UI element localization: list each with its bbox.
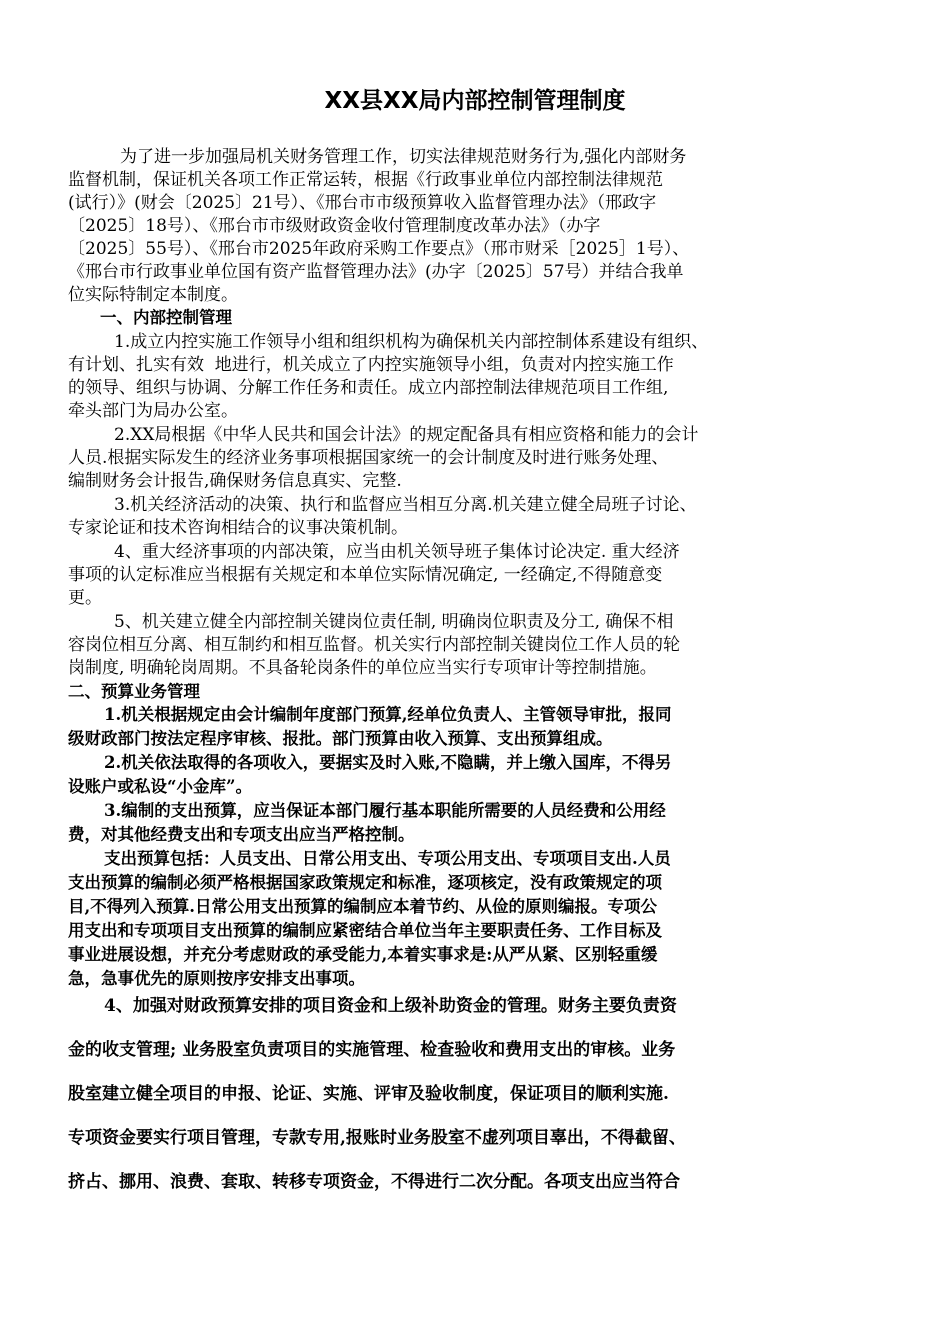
text-line: 为了进一步加强局机关财务管理工作，切实法律规范财务行为,强化内部财务 — [120, 147, 687, 167]
text-line: 级财政部门按法定程序审核、报批。部门预算由收入预算、支出预算组成。 — [68, 729, 613, 748]
text-line: 3.编制的支出预算，应当保证本部门履行基本职能所需要的人员经费和公用经 — [104, 801, 666, 820]
text-line: 1.机关根据规定由会计编制年度部门预算,经单位负责人、主管领导审批，报同 — [104, 705, 672, 724]
text-line: 急，急事优先的原则按序安排支出事项。 — [68, 969, 365, 988]
text-line: 更。 — [68, 588, 102, 608]
text-line: 二、预算业务管理 — [68, 682, 200, 701]
text-line: 4、重大经济事项的内部决策，应当由机关领导班子集体讨论决定. 重大经济 — [114, 542, 680, 562]
text-line: 支出预算包括：人员支出、日常公用支出、专项公用支出、专项项目支出.人员 — [104, 849, 671, 868]
text-line: 位实际特制定本制度。 — [68, 285, 238, 305]
text-line: 的领导、组织与协调、分解工作任务和责任。成立内部控制法律规范项目工作组, — [68, 378, 669, 398]
text-line: 挤占、挪用、浪费、套取、转移专项资金，不得进行二次分配。各项支出应当符合 — [68, 1172, 680, 1192]
text-line: 1.成立内控实施工作领导小组和组织机构为确保机关内部控制体系建设有组织、 — [114, 332, 709, 352]
text-line: 目,不得列入预算.日常公用支出预算的编制应本着节约、从俭的原则编报。专项公 — [68, 897, 657, 916]
text-line: 4、加强对财政预算安排的项目资金和上级补助资金的管理。财务主要负责资 — [104, 996, 677, 1016]
text-line: 金的收支管理; 业务股室负责项目的实施管理、检查验收和费用支出的审核。业务 — [68, 1040, 676, 1060]
text-line: 一、内部控制管理 — [100, 308, 232, 327]
text-line: 监督机制，保证机关各项工作正常运转，根据《行政事业单位内部控制法律规范 — [68, 170, 663, 190]
text-line: 费，对其他经费支出和专项支出应当严格控制。 — [68, 825, 415, 844]
text-line: 设账户或私设“小金库”。 — [68, 777, 252, 796]
text-line: 〔2025〕18号）、《邢台市市级财政资金收付管理制度改革办法》（办字 — [68, 216, 601, 236]
text-line: 事业进展设想，并充分考虑财政的承受能力,本着实事求是:从严从紧、区别轻重缓 — [68, 945, 658, 964]
text-line: 编制财务会计报告,确保财务信息真实、完整. — [68, 471, 402, 491]
text-line: 2.XX局根据《中华人民共和国会计法》的规定配备具有相应资格和能力的会计 — [114, 425, 699, 445]
text-line: 股室建立健全项目的申报、论证、实施、评审及验收制度，保证项目的顺利实施. — [68, 1084, 669, 1104]
text-line: 事项的认定标准应当根据有关规定和本单位实际情况确定, 一经确定,不得随意变 — [68, 565, 663, 585]
text-line: 岗制度, 明确轮岗周期。不具备轮岗条件的单位应当实行专项审计等控制措施。 — [68, 658, 657, 678]
text-line: 3.机关经济活动的决策、执行和监督应当相互分离.机关建立健全局班子讨论、 — [114, 495, 697, 515]
text-line: 有计划、扎实有效 地进行，机关成立了内控实施领导小组，负责对内控实施工作 — [68, 355, 674, 375]
text-line: 牵头部门为局办公室。 — [68, 401, 238, 421]
text-line: 5、机关建立健全内部控制关键岗位责任制, 明确岗位职责及分工, 确保不相 — [114, 612, 674, 632]
text-line: 用支出和专项项目支出预算的编制应紧密结合单位当年主要职责任务、工作目标及 — [68, 921, 662, 940]
document-title: XX县XX局内部控制管理制度 — [324, 88, 626, 114]
text-line: 容岗位相互分离、相互制约和相互监督。机关实行内部控制关键岗位工作人员的轮 — [68, 635, 680, 655]
text-line: 人员.根据实际发生的经济业务事项根据国家统一的会计制度及时进行账务处理、 — [68, 448, 669, 468]
text-line: (试行）》(财会〔2025〕21号）、《邢台市市级预算收入监督管理办法》（邢政字 — [68, 193, 657, 213]
text-line: 2.机关依法取得的各项收入，要据实及时入账,不隐瞒，并上缴入国库，不得另 — [104, 753, 672, 772]
text-line: 专家论证和技术咨询相结合的议事决策机制。 — [68, 518, 408, 538]
text-line: 支出预算的编制必须严格根据国家政策规定和标准，逐项核定，没有政策规定的项 — [68, 873, 662, 892]
text-line: 《邢台市行政事业单位国有资产监督管理办法》(办字〔2025〕57号）并结合我单 — [68, 262, 684, 282]
text-line: 〔2025〕55号）、《邢台市2025年政府采购工作要点》（邢市财采［2025］1号）、 — [68, 239, 690, 259]
text-line: 专项资金要实行项目管理，专款专用,报账时业务股室不虚列项目辜出，不得截留、 — [68, 1128, 686, 1148]
